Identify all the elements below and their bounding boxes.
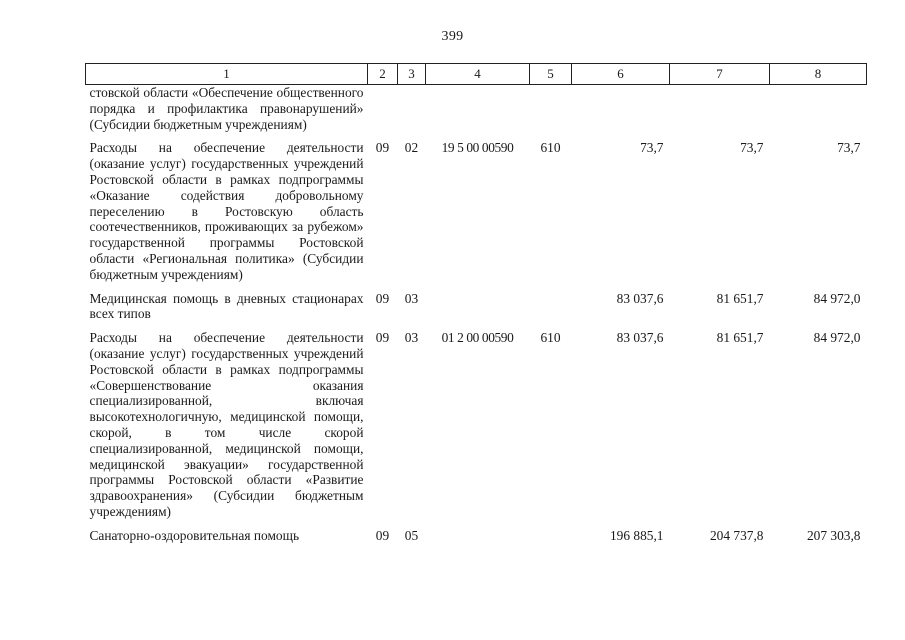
- row-section: 09: [375, 330, 390, 346]
- table-row: [86, 322, 867, 520]
- row-expense-type: [530, 520, 572, 544]
- row-subsection: 03: [404, 330, 419, 346]
- row-target-article: [426, 85, 530, 133]
- row-subsection: [398, 85, 426, 133]
- header-col-1: 1: [86, 64, 368, 85]
- row-section: 09: [375, 290, 390, 306]
- row-target-article: 19 5 00 00590: [441, 140, 514, 156]
- row-amount-col8: 84 972,0: [813, 330, 861, 346]
- row-expense-type: [530, 85, 572, 133]
- row-subsection: 05: [404, 527, 419, 543]
- row-amount-col7: 73,7: [740, 140, 764, 156]
- row-target-article: 01 2 00 00590: [441, 330, 514, 346]
- table-body: [86, 85, 867, 544]
- row-target-article: [426, 283, 530, 323]
- row-description: Расходы на обеспечение деятельности (оказание услуг) государственных учреждений Ростовской области в рамках подпрограммы «Совершенствование оказания специализированной, включая высокотехнологичную, медицинской помощи, скорой, в том числе скорой специализированной, медицинской помощи, медицинской эвакуации» государственной программы Ростовской области «Развитие здравоохранения» (Субсидии бюджетным учреждениям): [89, 330, 364, 519]
- row-description: стовской области «Обеспечение общественного порядка и профилактика правонарушений» (Субсидии бюджетным учреждениям): [89, 85, 364, 132]
- row-description: Расходы на обеспечение деятельности (оказание услуг) государственных учреждений Ростовской области в рамках подпрограммы «Оказание содействия добровольному переселению в Ростовскую область соотечественников, проживающих за рубежом» государственной программы Ростовской области «Региональная политика» (Субсидии бюджетным учреждениям): [89, 140, 364, 282]
- header-col-2: 2: [368, 64, 398, 85]
- table-header: [86, 64, 867, 85]
- header-col-6: 6: [572, 64, 670, 85]
- header-col-5: 5: [530, 64, 572, 85]
- table-row: [86, 85, 867, 133]
- header-col-7: 7: [670, 64, 770, 85]
- row-section: 09: [375, 140, 390, 156]
- row-section: [368, 85, 398, 133]
- row-amount-col6: 83 037,6: [616, 290, 664, 306]
- budget-table: [85, 63, 867, 544]
- row-target-article: [426, 520, 530, 544]
- row-amount-col6: 73,7: [640, 140, 664, 156]
- row-expense-type: 610: [540, 140, 561, 156]
- row-subsection: 03: [404, 290, 419, 306]
- row-section: 09: [375, 527, 390, 543]
- row-description: Медицинская помощь в дневных стационарах всех типов: [89, 290, 364, 322]
- header-row: [86, 64, 867, 85]
- header-col-8: 8: [770, 64, 867, 85]
- row-expense-type: 610: [540, 330, 561, 346]
- row-amount-col6: 196 885,1: [609, 527, 664, 543]
- table-row: [86, 283, 867, 323]
- header-col-3: 3: [398, 64, 426, 85]
- row-amount-col8: 207 303,8: [806, 527, 861, 543]
- row-expense-type: [530, 283, 572, 323]
- row-amount-col6: 83 037,6: [616, 330, 664, 346]
- row-amount-col7: [670, 85, 770, 133]
- row-subsection: 02: [404, 140, 419, 156]
- table-row: [86, 520, 867, 544]
- row-amount-col7: 81 651,7: [716, 290, 764, 306]
- row-amount-col7: 204 737,8: [709, 527, 764, 543]
- row-amount-col8: [770, 85, 867, 133]
- row-amount-col6: [572, 85, 670, 133]
- page-number: 399: [441, 29, 464, 44]
- row-amount-col7: 81 651,7: [716, 330, 764, 346]
- row-amount-col8: 84 972,0: [813, 290, 861, 306]
- row-description: Санаторно-оздоровительная помощь: [89, 527, 300, 543]
- table-row: [86, 132, 867, 282]
- header-col-4: 4: [426, 64, 530, 85]
- row-amount-col8: 73,7: [837, 140, 861, 156]
